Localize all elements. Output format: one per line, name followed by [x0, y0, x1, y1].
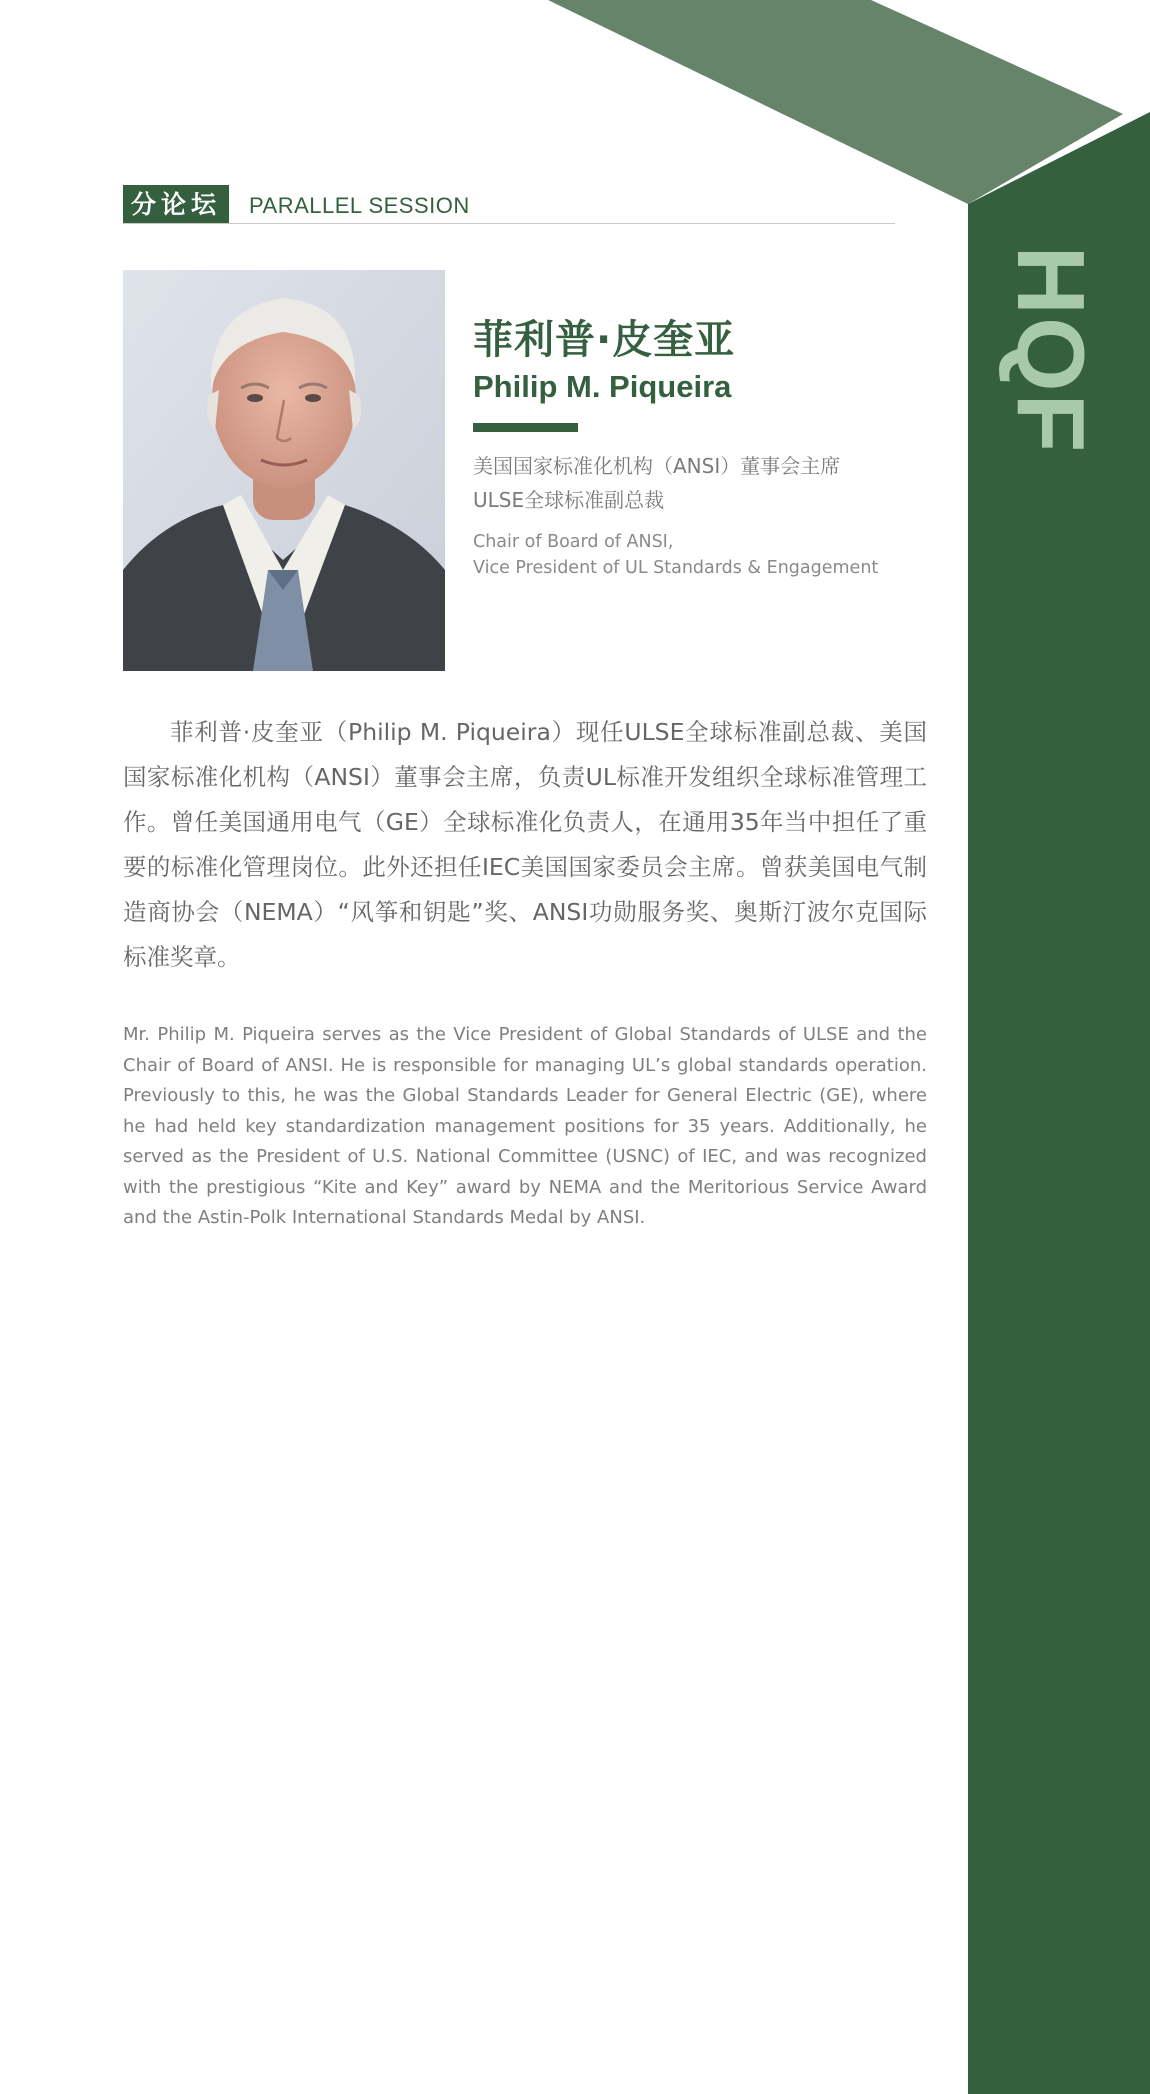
speaker-portrait: [123, 270, 445, 671]
speaker-name-cn: 菲利普·皮奎亚: [473, 317, 736, 363]
speaker-title-en-line: Chair of Board of ANSI,: [473, 532, 674, 552]
session-header: [123, 185, 895, 225]
session-tag-cn: 分论坛: [123, 185, 229, 224]
speaker-name-block: [473, 315, 903, 581]
speaker-title-en-line: Vice President of UL Standards & Engagement: [473, 558, 879, 578]
speaker-title-cn-line: 美国国家标准化机构（ANSI）董事会主席: [473, 454, 841, 478]
brand-vertical-text: HQF: [997, 245, 1104, 455]
speaker-name-en: Philip M. Piqueira: [473, 369, 732, 404]
session-tag-en: PARALLEL SESSION: [249, 193, 470, 218]
bio-paragraph-cn: 菲利普·皮奎亚（Philip M. Piqueira）现任ULSE全球标准副总裁、美国国家标准化机构（ANSI）董事会主席，负责UL标准开发组织全球标准管理工作。曾任美国通用电气（GE）全球标准化负责人，在通用35年当中担任了重要的标准化管理岗位。此外还担任IEC美国国家委员会主席。曾获美国电气制造商协会（NEMA）“风筝和钥匙”奖、ANSI功勋服务奖、奥斯汀波尔克国际标准奖章。: [123, 718, 927, 971]
speaker-titles-en: [473, 529, 903, 581]
bio-paragraph-en: Mr. Philip M. Piqueira serves as the Vice President of Global Standards of ULSE and the Chair of Board of ANSI. He is responsible for managing UL’s global standards operation. Previously to this, he was the Global Standards Leader for General Electric (GE), where he had held key standardization management positions for 35 years. Additionally, he served as the President of U.S. National Committee (USNC) of IEC, and was recognized with the prestigious “Kite and Key” award by NEMA and the Meritorious Service Award and the Astin-Polk International Standards Medal by ANSI.: [123, 1024, 927, 1228]
speaker-titles-cn: [473, 449, 903, 517]
header-divider: [123, 223, 895, 224]
speaker-title-cn-line: ULSE全球标准副总裁: [473, 488, 665, 512]
name-accent-bar: [473, 423, 578, 432]
